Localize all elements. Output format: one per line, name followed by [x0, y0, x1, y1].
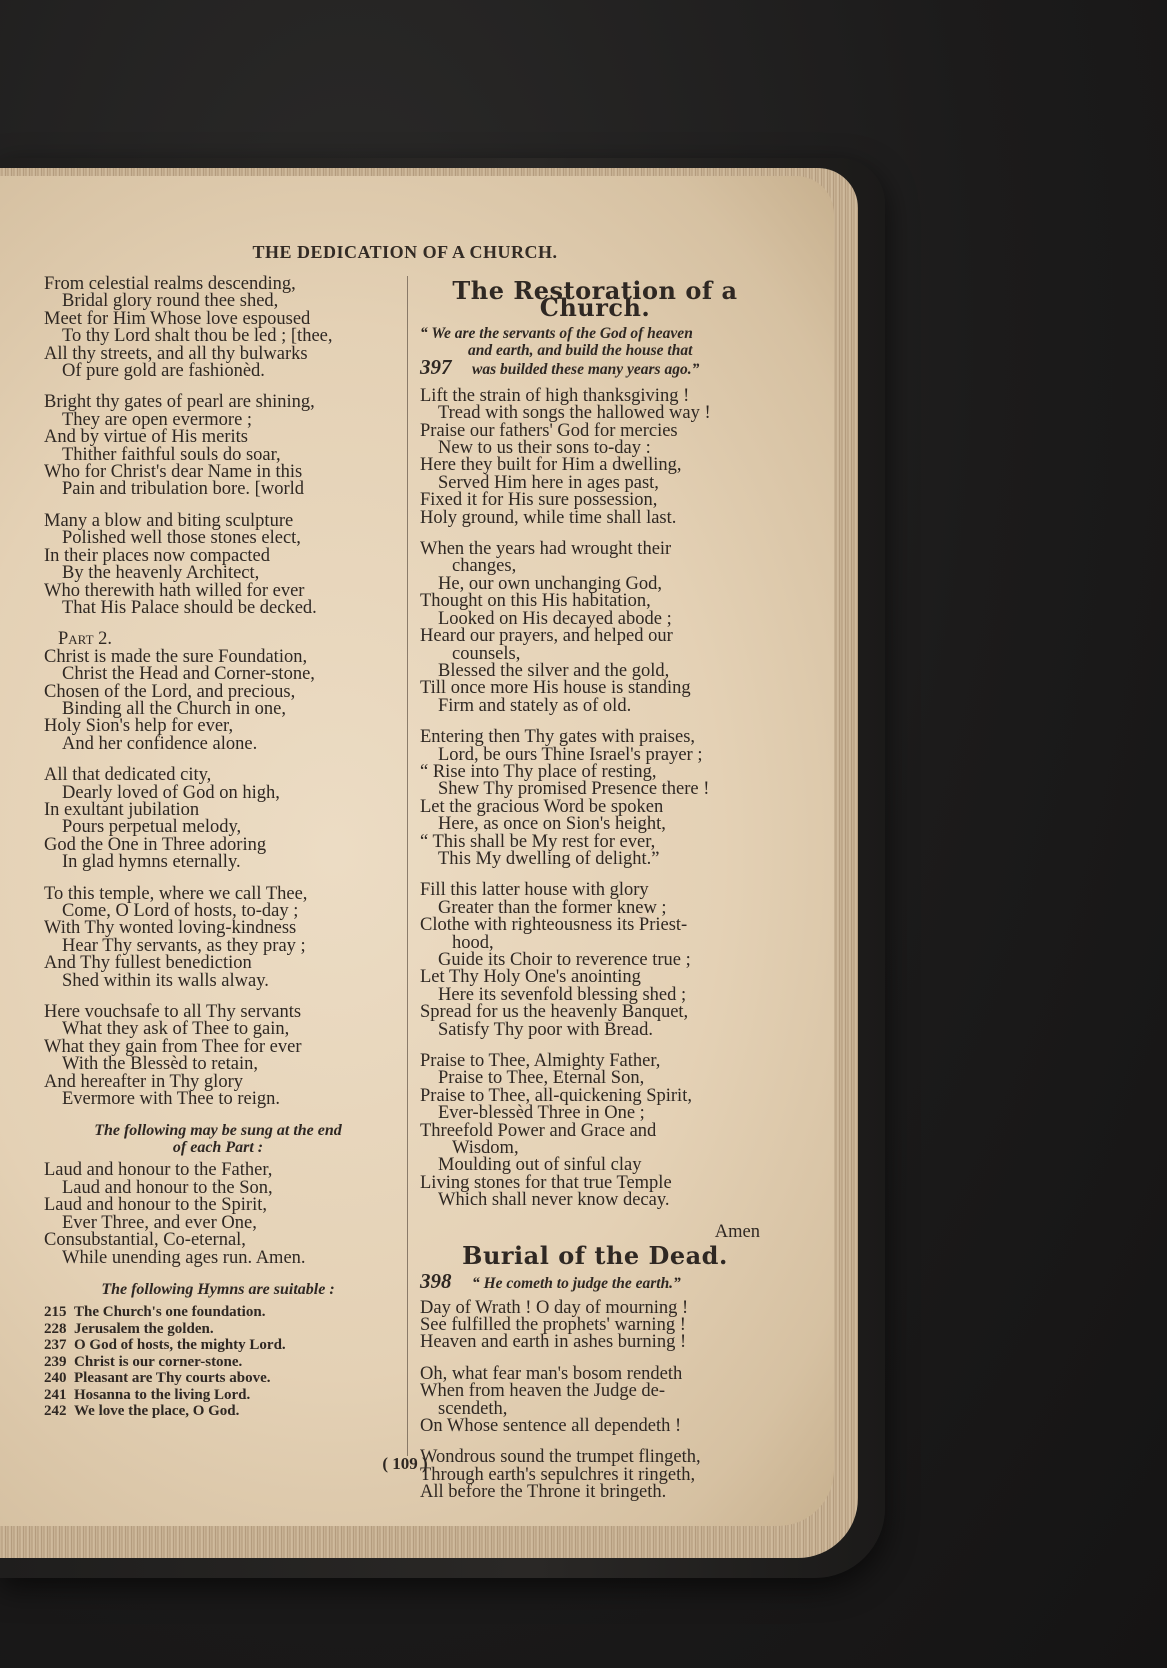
verse-line: In their places now compacted — [44, 545, 271, 566]
verse-line: Fill this latter house with glory — [420, 880, 649, 901]
verse — [44, 510, 392, 618]
verse-line: Through earth's sepulchres it ringeth, — [420, 1464, 696, 1485]
verse-line: Praise to Thee, Eternal Son, — [438, 1068, 645, 1089]
section-title-restoration: The Restoration of a Church. — [452, 276, 738, 323]
suitable-hymn-title: Jerusalem the golden. — [74, 1320, 214, 1337]
verse-line: With Thy wonted loving-kindness — [44, 918, 297, 939]
verse-line: Heard our prayers, and helped our — [420, 626, 673, 647]
verse-line: Lift the strain of high thanksgiving ! — [420, 385, 690, 406]
verse-line: They are open evermore ; — [62, 409, 253, 430]
epigraph-397 — [420, 325, 770, 378]
doxology-note-line2: of each Part : — [172, 1139, 264, 1157]
verse-line: Ever-blessèd Three in One ; — [438, 1103, 645, 1124]
verse — [44, 394, 392, 498]
verse-line: Chosen of the Lord, and precious, — [44, 681, 296, 702]
suitable-hymn-title: Hosanna to the living Lord. — [74, 1386, 251, 1403]
epigraph-line: “ He cometh to judge the earth.” — [472, 1274, 681, 1292]
doxology-note-line1: The following may be sung at the end — [94, 1122, 342, 1140]
page-number: ( 109 ) — [382, 1454, 428, 1473]
verse-line: By the heavenly Architect, — [62, 563, 260, 584]
section-title-burial: Burial of the Dead. — [462, 1241, 728, 1271]
verse-line: Tread with songs the hallowed way ! — [438, 403, 711, 424]
amen: Amen — [714, 1221, 760, 1242]
verse — [420, 729, 770, 868]
verse-line: Till once more His house is standing — [420, 678, 691, 699]
suitable-hymn-number: 237 — [44, 1337, 67, 1354]
verse-line: Laud and honour to the Father, — [44, 1160, 273, 1181]
verse-line: Christ the Head and Corner-stone, — [62, 664, 315, 685]
suitable-hymn-title: We love the place, O God. — [74, 1403, 240, 1420]
verse-line: To thy Lord shalt thou be led ; [thee, — [62, 326, 333, 347]
verse-line: To this temple, where we call Thee, — [44, 883, 308, 904]
verse-line: Bright thy gates of pearl are shining, — [44, 392, 315, 413]
verse-line: Living stones for that true Temple — [420, 1172, 672, 1193]
suitable-hymn-title: O God of hosts, the mighty Lord. — [74, 1337, 286, 1354]
verse-line: All before the Throne it bringeth. — [420, 1482, 667, 1503]
verse-line: Looked on His decayed abode ; — [438, 608, 672, 629]
epigraph-line: “ We are the servants of the God of heaven — [420, 324, 693, 342]
verse-line: This My dwelling of delight.” — [438, 848, 660, 869]
verse-line: Of pure gold are fashionèd. — [62, 361, 265, 382]
verse-line: Day of Wrath ! O day of mourning ! — [420, 1297, 689, 1318]
verse-line: In glad hymns eternally. — [62, 852, 241, 873]
book-page — [0, 176, 834, 1526]
column-rule — [407, 276, 408, 1456]
verse-line: Polished well those stones elect, — [62, 528, 301, 549]
verse-line: Spread for us the heavenly Banquet, — [420, 1002, 689, 1023]
verse — [420, 1363, 770, 1436]
suitable-hymn-number: 240 — [44, 1370, 67, 1387]
verse-line: counsels, — [452, 643, 521, 664]
verse-line: When the years had wrought their — [420, 539, 672, 560]
suitable-hymns-note: The following Hymns are suitable : — [101, 1280, 335, 1298]
verse-line: All thy streets, and all thy bulwarks — [44, 343, 308, 364]
verse-line: Pours perpetual melody, — [62, 817, 242, 838]
suitable-hymn-item — [44, 1387, 392, 1404]
verse-line: And her confidence alone. — [62, 733, 258, 754]
verse-line: Let Thy Holy One's anointing — [420, 967, 641, 988]
verse-line: Heaven and earth in ashes burning ! — [420, 1332, 687, 1353]
verse-line: Moulding out of sinful clay — [438, 1155, 642, 1176]
verse — [420, 1297, 770, 1353]
verse-line: Holy ground, while time shall last. — [420, 507, 677, 528]
verse-line: See fulfilled the prophets' warning ! — [420, 1314, 686, 1335]
verse — [44, 1004, 392, 1108]
suitable-hymns-list — [44, 1304, 392, 1420]
verse-line: Let the gracious Word be spoken — [420, 796, 664, 817]
verse-line: Dearly loved of God on high, — [62, 782, 280, 803]
verse-line: Christ is made the sure Foundation, — [44, 646, 308, 667]
part-label: Part 2. — [58, 629, 113, 650]
verse — [420, 385, 770, 528]
verse-line: Meet for Him Whose love espoused — [44, 308, 311, 329]
verse-line: Praise our fathers' God for mercies — [420, 420, 678, 441]
verse-line: Consubstantial, Co-eternal, — [44, 1230, 246, 1251]
suitable-hymn-item — [44, 1337, 392, 1354]
verse — [44, 767, 392, 871]
verse-line: Who for Christ's dear Name in this — [44, 462, 303, 483]
verse-line: “ Rise into Thy place of resting, — [420, 761, 657, 782]
verse-line: Threefold Power and Grace and — [420, 1120, 657, 1141]
suitable-hymn-title: Pleasant are Thy courts above. — [74, 1370, 271, 1387]
verse-line: Thither faithful souls do soar, — [62, 444, 281, 465]
verse-line: Praise to Thee, all-quickening Spirit, — [420, 1085, 692, 1106]
hymn-397-verses — [420, 385, 770, 1211]
verse-line: Blessed the silver and the gold, — [438, 660, 670, 681]
verse-line: Wondrous sound the trumpet flingeth, — [420, 1447, 701, 1468]
running-head: THE DEDICATION OF A CHURCH. — [252, 242, 558, 262]
verse-line: When from heaven the Judge de- — [420, 1381, 666, 1402]
verse-line: Lord, be ours Thine Israel's prayer ; — [438, 744, 703, 765]
verse-line: Here its sevenfold blessing shed ; — [438, 984, 687, 1005]
suitable-hymn-number: 215 — [44, 1303, 67, 1320]
suitable-hymn-item — [44, 1403, 392, 1420]
verse-line: On Whose sentence all dependeth ! — [420, 1415, 682, 1436]
verse — [44, 276, 392, 380]
verse-line: All that dedicated city, — [44, 765, 212, 786]
suitable-hymn-title: The Church's one foundation. — [74, 1303, 266, 1320]
verse-line: Here they built for Him a dwelling, — [420, 455, 682, 476]
epigraph-line: and earth, and build the house that — [468, 341, 693, 359]
verse-line: Satisfy Thy poor with Bread. — [438, 1019, 653, 1040]
verse-line: Firm and stately as of old. — [438, 695, 632, 716]
verse-line: Praise to Thee, Almighty Father, — [420, 1051, 661, 1072]
hymn-number-398: 398 — [420, 1268, 452, 1293]
verse-line: scendeth, — [438, 1398, 508, 1419]
verse — [420, 1053, 770, 1210]
verse-line: hood, — [452, 932, 494, 953]
verse-line: Bridal glory round thee shed, — [62, 291, 279, 312]
verse-line: What they ask of Thee to gain, — [62, 1019, 290, 1040]
suitable-hymn-title: Christ is our corner-stone. — [74, 1353, 243, 1370]
epigraph-398 — [420, 1268, 770, 1293]
verse-line: Thought on this His habitation, — [420, 591, 651, 612]
verse-line: Laud and honour to the Son, — [62, 1177, 273, 1198]
verse-line: Shed within its walls alway. — [62, 970, 269, 991]
verse-line: And by virtue of His merits — [44, 427, 248, 448]
verse-line: Binding all the Church in one, — [62, 698, 287, 719]
verse-line: What they gain from Thee for ever — [44, 1036, 302, 1057]
suitable-hymn-number: 228 — [44, 1320, 67, 1337]
verse-line: “ This shall be My rest for ever, — [420, 831, 656, 852]
verse-line: He, our own unchanging God, — [438, 573, 663, 594]
suitable-hymn-number: 241 — [44, 1386, 67, 1403]
verse-line: Entering then Thy gates with praises, — [420, 727, 696, 748]
verse-line: Shew Thy promised Presence there ! — [438, 779, 710, 800]
hymn-verses-part1 — [44, 276, 392, 617]
verse-line: New to us their sons to-day : — [438, 438, 651, 459]
hymn-verses-part2 — [44, 646, 392, 1110]
verse-line: Served Him here in ages past, — [438, 472, 659, 493]
left-column — [44, 276, 392, 1420]
verse-line: Fixed it for His sure possession, — [420, 490, 658, 511]
verse-line: Here, as once on Sion's height, — [438, 814, 666, 835]
verse-line: Ever Three, and ever One, — [62, 1212, 257, 1233]
suitable-hymn-item — [44, 1304, 392, 1321]
verse-line: Pain and tribulation bore. [world — [62, 479, 304, 500]
verse-line: Greater than the former knew ; — [438, 897, 667, 918]
verse-line: Clothe with righteousness its Priest- — [420, 915, 688, 936]
verse-line: Evermore with Thee to reign. — [62, 1089, 280, 1110]
verse-line: That His Palace should be decked. — [62, 597, 317, 618]
verse-line: Guide its Choir to reverence true ; — [438, 950, 691, 970]
verse-line: From celestial realms descending, — [44, 274, 296, 294]
verse-line: Which shall never know decay. — [438, 1190, 670, 1211]
verse-line: God the One in Three adoring — [44, 834, 267, 855]
verse-line: Many a blow and biting sculpture — [44, 510, 294, 531]
verse-line: With the Blessèd to retain, — [62, 1054, 259, 1075]
verse-line: Who therewith hath willed for ever — [44, 580, 305, 601]
verse-line: Holy Sion's help for ever, — [44, 716, 234, 737]
epigraph-line: was builded these many years ago.” — [472, 360, 700, 378]
verse-line: In exultant jubilation — [44, 799, 200, 820]
hymn-number-397: 397 — [420, 354, 452, 379]
verse-line: Here vouchsafe to all Thy servants — [44, 1002, 302, 1023]
suitable-hymn-item — [44, 1354, 392, 1371]
suitable-hymn-number: 242 — [44, 1403, 67, 1420]
doxology — [44, 1162, 392, 1266]
verse-line: While unending ages run. Amen. — [62, 1247, 306, 1268]
doxology-note — [44, 1122, 392, 1156]
suitable-hymn-item — [44, 1370, 392, 1387]
verse-line: changes, — [452, 556, 517, 577]
verse-line: And Thy fullest benediction — [44, 953, 252, 974]
verse — [420, 541, 770, 715]
right-column — [420, 276, 770, 1516]
verse-line: Come, O Lord of hosts, to-day ; — [62, 901, 299, 921]
verse — [44, 883, 392, 991]
verse — [44, 646, 392, 754]
verse-line: Wisdom, — [452, 1138, 519, 1159]
suitable-hymn-number: 239 — [44, 1353, 67, 1370]
suitable-hymn-item — [44, 1321, 392, 1338]
verse-line: And hereafter in Thy glory — [44, 1071, 243, 1092]
verse — [420, 882, 770, 1039]
verse-line: Oh, what fear man's bosom rendeth — [420, 1363, 683, 1384]
verse-line: Hear Thy servants, as they pray ; — [62, 935, 306, 956]
verse-line: Laud and honour to the Spirit, — [44, 1195, 267, 1216]
